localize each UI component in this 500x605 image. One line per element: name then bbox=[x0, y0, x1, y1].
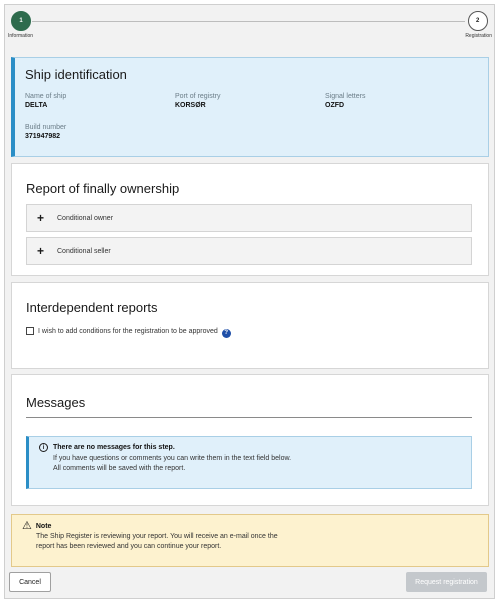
info-circle-icon: i bbox=[39, 443, 48, 452]
warning-triangle-icon: ⚠ bbox=[22, 520, 32, 532]
signal-letters-field bbox=[325, 93, 365, 109]
ship-identification-card bbox=[11, 57, 489, 157]
alert-title: There are no messages for this step. bbox=[53, 444, 175, 451]
stepper-line bbox=[32, 21, 465, 22]
field-value: 371947982 bbox=[25, 133, 61, 140]
port-of-registry-field bbox=[175, 93, 221, 109]
page-frame bbox=[4, 4, 495, 599]
progress-stepper bbox=[5, 5, 494, 51]
conditions-checkbox-label[interactable]: I wish to add conditions for the registration to be approved bbox=[38, 328, 218, 335]
step-registration[interactable] bbox=[465, 11, 490, 39]
note-alert bbox=[11, 514, 489, 567]
field-value: OZFD bbox=[325, 102, 345, 109]
field-value: DELTA bbox=[25, 102, 48, 109]
accordion-conditional-owner[interactable] bbox=[26, 204, 472, 232]
plus-icon: + bbox=[37, 244, 45, 258]
alert-header bbox=[39, 443, 461, 452]
field-label: Build number bbox=[25, 124, 67, 131]
cancel-button[interactable]: Cancel bbox=[9, 572, 51, 592]
build-number-field bbox=[25, 124, 66, 140]
accordion-conditional-seller[interactable] bbox=[26, 237, 472, 265]
note-line: report has been reviewed and you can continue your report. bbox=[36, 543, 222, 550]
field-label: Signal letters bbox=[325, 93, 366, 100]
interdependent-title: Interdependent reports bbox=[26, 300, 158, 315]
accordion-label: Conditional seller bbox=[57, 247, 111, 255]
interdependent-reports-card bbox=[11, 282, 489, 369]
request-registration-button[interactable]: Request registration bbox=[406, 572, 487, 592]
field-value: KORSØR bbox=[175, 102, 206, 109]
step-information[interactable] bbox=[9, 11, 33, 39]
note-title: Note bbox=[35, 522, 52, 530]
alert-line: If you have questions or comments you can write them in the text field below. bbox=[53, 455, 292, 462]
note-header bbox=[22, 521, 478, 531]
note-line: The Ship Register is reviewing your report. You will receive an e-mail once the bbox=[36, 533, 278, 540]
field-label: Name of ship bbox=[25, 93, 67, 100]
alert-line: All comments will be saved with the report. bbox=[53, 465, 186, 472]
conditions-checkbox-label-wrap bbox=[38, 326, 238, 338]
question-circle-icon[interactable]: ? bbox=[222, 329, 231, 338]
step-number: 2 bbox=[468, 11, 488, 31]
conditions-checkbox[interactable] bbox=[26, 327, 34, 335]
messages-title: Messages bbox=[26, 395, 86, 410]
accordion-label: Conditional owner bbox=[57, 214, 114, 222]
step-number: 1 bbox=[11, 11, 31, 31]
ownership-title: Report of finally ownership bbox=[26, 181, 180, 196]
name-of-ship-field bbox=[25, 93, 66, 109]
no-messages-alert bbox=[26, 436, 472, 489]
messages-card bbox=[11, 374, 489, 506]
conditions-checkbox-row bbox=[26, 326, 238, 338]
messages-divider bbox=[26, 417, 472, 418]
plus-icon: + bbox=[37, 211, 45, 225]
step-label: Registration bbox=[465, 33, 492, 39]
step-label: Information bbox=[8, 33, 34, 39]
ship-identification-title: Ship identification bbox=[25, 67, 127, 82]
field-label: Port of registry bbox=[175, 93, 221, 100]
ownership-report-card bbox=[11, 163, 489, 276]
